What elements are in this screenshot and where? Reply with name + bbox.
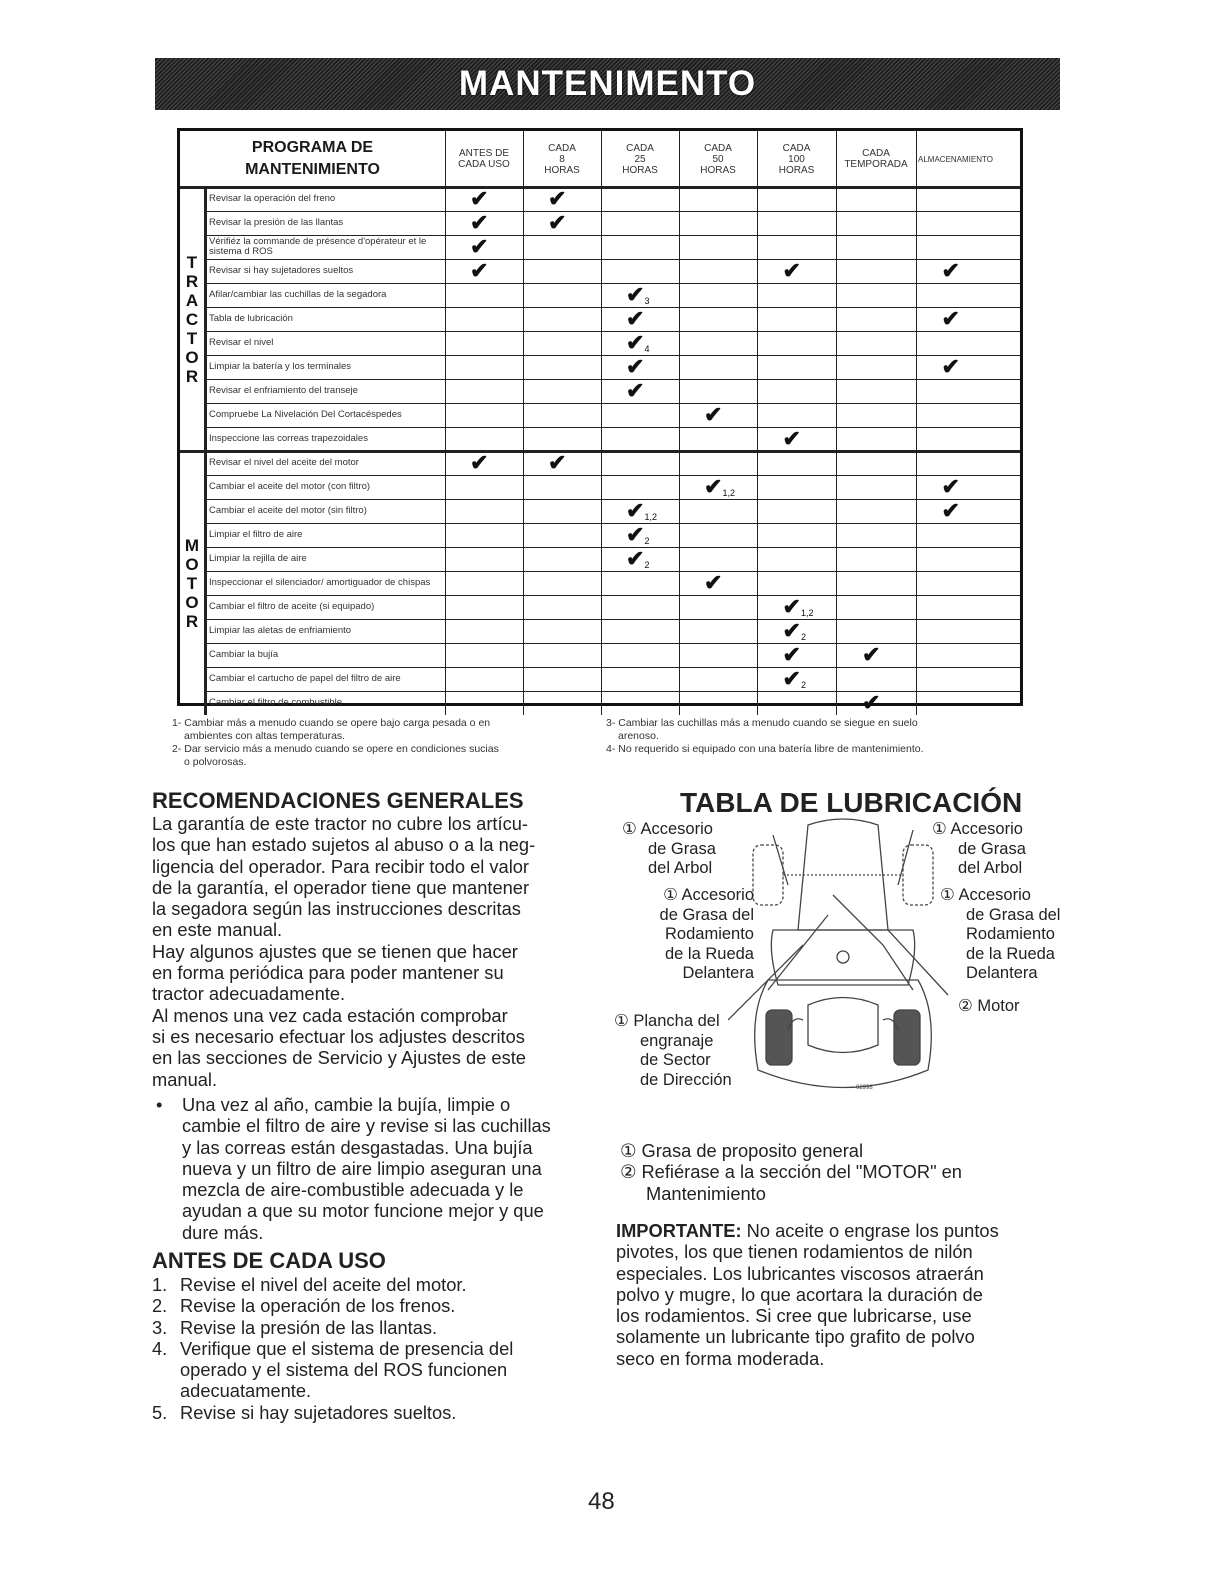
check-mark	[470, 236, 488, 258]
paragraph-line: de la garantía, el operador tiene que mantener	[152, 876, 530, 898]
check-glyph: ✔	[782, 618, 801, 643]
schedule-task-label: Afilar/cambiar las cuchillas de la segadora	[209, 288, 387, 300]
label-accesorio-rueda-right	[940, 886, 1080, 984]
antes-list	[152, 1274, 592, 1423]
lubricacion-heading: TABLA DE LUBRICACIÓN	[680, 787, 1023, 818]
footnote-line: 2- Dar servicio más a menudo cuando se opere en condiciones sucias	[172, 743, 499, 755]
diagram-label-line: ① Accesorio	[663, 886, 754, 904]
check-glyph: ✔	[941, 474, 960, 499]
check-mark	[942, 308, 960, 330]
important-note	[616, 1220, 1036, 1369]
list-item	[152, 1295, 592, 1316]
check-footnote: 3	[644, 296, 650, 306]
check-footnote: 2	[800, 680, 806, 690]
check-footnote: 1,2	[800, 608, 814, 618]
schedule-task-label: Cambiar el aceite del motor (con filtro)	[209, 480, 371, 492]
important-line: seco en forma moderada.	[616, 1347, 825, 1369]
check-mark	[704, 572, 722, 594]
column-header-line: CADA	[782, 142, 811, 154]
footnotes-left	[172, 717, 592, 769]
check-mark	[942, 356, 960, 378]
check-footnote: 1,2	[644, 512, 657, 522]
tractor-lubrication-diagram	[728, 815, 958, 1105]
schedule-task-label: Revisar el enfriamiento del transeje	[209, 384, 358, 396]
diagram-label-line: Rodamiento	[966, 925, 1055, 943]
schedule-task-label: Compruebe La Nivelación Del Cortacéspedes	[209, 408, 402, 420]
column-header-line: 50	[712, 153, 724, 165]
column-header-line: ANTES DE	[458, 148, 509, 159]
check-glyph: ✔	[548, 186, 567, 211]
paragraph-line: en forma periódica para poder mantener su	[152, 962, 504, 984]
footnote-line: ambientes con altas temperaturas.	[184, 730, 346, 742]
footnote-line: o polvorosas.	[184, 756, 247, 768]
list-text: Revise la presión de las llantas.	[180, 1316, 438, 1338]
table-rule	[601, 131, 602, 715]
check-mark	[783, 260, 801, 282]
list-text: Revise la operación de los frenos.	[180, 1295, 456, 1317]
important-line: los rodamientos. Si cree que lubricarse, use	[616, 1305, 972, 1327]
page-number: 48	[588, 1488, 615, 1515]
column-header-line: TEMPORADA	[844, 159, 908, 170]
check-glyph: ✔	[704, 570, 723, 595]
diagram-label-line: de Grasa	[958, 839, 1026, 858]
check-glyph: ✔	[470, 258, 489, 283]
list-text: operado y el sistema del ROS funcionen	[180, 1359, 508, 1381]
list-item	[152, 1359, 592, 1380]
schedule-task-label: Limpiar las aletas de enfriamiento	[209, 624, 352, 636]
list-text: adecuatamente.	[180, 1380, 312, 1402]
list-number: 3.	[152, 1316, 168, 1338]
important-text	[616, 1220, 1036, 1369]
list-number: 2.	[152, 1295, 168, 1317]
side-letter: O	[185, 592, 199, 612]
list-item	[152, 1317, 592, 1338]
schedule-task-label: Cambiar la bujía	[209, 648, 279, 660]
section-banner	[155, 58, 1060, 110]
check-mark	[548, 452, 566, 474]
bullet-spacer	[152, 1137, 182, 1158]
diagram-label-line: ① Accesorio	[622, 820, 713, 838]
column-header-line: CADA	[704, 142, 732, 154]
important-line: No aceite o engrase los puntos	[741, 1220, 999, 1241]
check-footnote: 2	[800, 632, 806, 642]
tractor-side-label	[180, 253, 204, 386]
diagram-label-line: de Dirección	[640, 1070, 732, 1089]
important-line: solamente un lubricante tipo grafito de polvo	[616, 1326, 975, 1348]
table-rule	[445, 131, 446, 715]
side-letter: O	[185, 554, 199, 574]
paragraph-line: en este manual.	[152, 919, 283, 941]
schedule-task-label: Revisar el nivel del aceite del motor	[209, 456, 359, 468]
schedule-column-header	[757, 131, 836, 187]
check-glyph: ✔	[941, 354, 960, 379]
schedule-task-label: Limpiar el filtro de aire	[209, 528, 303, 540]
motor-side-label	[180, 536, 204, 631]
schedule-task-label: Revisar la operación del freno	[209, 192, 336, 204]
check-mark	[470, 452, 488, 474]
check-mark	[783, 428, 801, 450]
legend-line: ① Grasa de proposito general	[620, 1140, 864, 1161]
side-letter: T	[186, 328, 198, 348]
check-mark	[942, 476, 960, 498]
schedule-column-header	[916, 131, 995, 187]
side-letter: A	[185, 290, 199, 310]
bullet-spacer	[152, 1222, 182, 1243]
lubrication-legend	[620, 1140, 1040, 1204]
check-glyph: ✔	[704, 474, 723, 499]
diagram-label-line: ① Accesorio	[940, 886, 1031, 904]
paragraph-line: tractor adecuadamente.	[152, 983, 346, 1005]
recomendaciones-heading: RECOMENDACIONES GENERALES	[152, 788, 524, 813]
bullet-spacer	[152, 1115, 182, 1136]
table-rule	[836, 131, 837, 715]
schedule-task-label: Revisar el nivel	[209, 336, 274, 348]
check-glyph: ✔	[782, 594, 801, 619]
list-text: Revise el nivel del aceite del motor.	[180, 1274, 467, 1295]
schedule-task-label: Vérifiéz la commande de présence d'opérateur et le sistema d ROS	[209, 235, 427, 257]
label-plancha-engranaje	[614, 1012, 754, 1090]
check-glyph: ✔	[862, 690, 881, 715]
check-mark	[548, 212, 566, 234]
check-glyph: ✔	[626, 498, 645, 523]
diagram-label-line: Delantera	[966, 964, 1038, 982]
check-mark	[862, 692, 880, 714]
recomendaciones-bullet	[152, 1094, 597, 1243]
legend-line: Mantenimiento	[646, 1182, 766, 1204]
bullet-spacer	[152, 1158, 182, 1179]
bullet-text: mezcla de aire-combustible adecuada y le	[182, 1179, 524, 1201]
column-header-line: 8	[559, 153, 565, 165]
column-header-line: HORAS	[622, 164, 658, 176]
side-letter: C	[185, 309, 199, 329]
column-header-line: HORAS	[700, 164, 736, 176]
check-glyph: ✔	[626, 354, 645, 379]
bullet-line	[152, 1115, 597, 1136]
recomendaciones-text	[152, 813, 597, 1090]
label-motor: ② Motor	[958, 997, 1020, 1015]
schedule-task-label: Cambiar el filtro de aceite (si equipado)	[209, 600, 375, 612]
schedule-task-label: Inspeccione las correas trapezoidales	[209, 432, 368, 444]
side-letter: T	[186, 252, 198, 272]
check-glyph: ✔	[626, 282, 645, 307]
side-letter: M	[184, 535, 200, 555]
important-line: pivotes, los que tienen rodamientos de nilón	[616, 1241, 973, 1263]
check-glyph: ✔	[704, 402, 723, 427]
diagram-label-line: de Sector	[640, 1051, 711, 1069]
list-text: Revise si hay sujetadores sueltos.	[180, 1401, 457, 1423]
check-glyph: ✔	[626, 522, 645, 547]
legend-line: ② Refiérase a la sección del "MOTOR" en	[620, 1161, 962, 1183]
column-header-line: CADA	[548, 142, 576, 154]
list-text: Verifique que el sistema de presencia del	[180, 1337, 514, 1359]
list-indent	[152, 1380, 180, 1401]
diagram-label-line: de la Rueda	[966, 944, 1055, 963]
column-header-line: CADA	[862, 148, 890, 159]
bullet-text: y las correas están desgastadas. Una bujía	[182, 1136, 533, 1158]
check-footnote: 1,2	[722, 488, 735, 498]
list-number: 4.	[152, 1337, 168, 1359]
bullet-spacer	[152, 1179, 182, 1200]
check-glyph: ✔	[941, 306, 960, 331]
check-footnote: 2	[644, 560, 650, 570]
svg-text:02998: 02998	[856, 1085, 873, 1091]
column-header-line: 100	[788, 153, 805, 165]
table-rule	[757, 131, 758, 715]
schedule-title-line2: MANTENIMIENTO	[245, 161, 380, 178]
schedule-title	[180, 131, 445, 187]
schedule-task-label: Limpiar la rejilla de aire	[209, 552, 307, 564]
check-glyph: ✔	[470, 450, 489, 475]
important-line: polvo y mugre, lo que acortara la duración de	[616, 1283, 983, 1305]
footnotes-right	[606, 717, 1026, 756]
diagram-label-line: de Grasa	[648, 839, 716, 858]
table-rule	[679, 131, 680, 715]
diagram-label-line: ① Plancha del	[614, 1012, 720, 1030]
schedule-column-header	[601, 131, 679, 187]
check-glyph: ✔	[862, 642, 881, 667]
check-mark	[470, 212, 488, 234]
paragraph-line: en las secciones de Servicio y Ajustes de este	[152, 1047, 526, 1069]
bullet-spacer	[152, 1200, 182, 1221]
diagram-label-line: ① Accesorio	[932, 820, 1023, 838]
check-mark	[942, 260, 960, 282]
list-number: 5.	[152, 1401, 168, 1423]
list-number: 1.	[152, 1274, 168, 1295]
bullet-text: dure más.	[182, 1221, 264, 1243]
schedule-task-label: Revisar si hay sujetadores sueltos	[209, 264, 354, 276]
table-rule	[523, 131, 524, 715]
column-header-line: ALMACENAMIENTO	[918, 154, 993, 164]
paragraph-line: Hay algunos ajustes que se tienen que hacer	[152, 940, 518, 962]
check-glyph: ✔	[626, 378, 645, 403]
column-header-line: HORAS	[778, 164, 815, 176]
bullet-line	[152, 1200, 597, 1221]
bullet-line	[152, 1179, 597, 1200]
side-letter: O	[185, 347, 199, 367]
check-glyph: ✔	[941, 258, 960, 283]
check-mark	[470, 188, 488, 210]
check-mark	[470, 260, 488, 282]
paragraph-line: Al menos una vez cada estación comprobar	[152, 1004, 508, 1026]
diagram-label-line: de Grasa del	[966, 905, 1061, 924]
paragraph-line: ligencia del operador. Para recibir todo el valor	[152, 855, 530, 877]
check-glyph: ✔	[470, 210, 489, 235]
bullet-line	[152, 1222, 597, 1243]
check-mark	[704, 404, 722, 426]
list-item	[152, 1402, 592, 1423]
check-glyph: ✔	[626, 546, 645, 571]
label-accesorio-arbol-right	[932, 820, 1072, 879]
check-glyph: ✔	[782, 258, 801, 283]
label-accesorio-arbol-left	[622, 820, 762, 879]
bullet-text: cambie el filtro de aire y revise si las cuchillas	[182, 1115, 551, 1137]
side-letter: T	[186, 573, 198, 593]
check-glyph: ✔	[470, 186, 489, 211]
paragraph-line: la segadora según las instrucciones descritas	[152, 898, 521, 920]
check-mark	[942, 500, 960, 522]
check-glyph: ✔	[782, 426, 801, 451]
diagram-label-line: Rodamiento	[665, 925, 754, 943]
important-line: especiales. Los lubricantes viscosos atraerán	[616, 1262, 984, 1284]
diagram-label-line: engranaje	[640, 1031, 714, 1050]
check-mark	[626, 308, 644, 330]
schedule-title-line1: PROGRAMA DE	[251, 139, 374, 156]
column-header-line: 25	[634, 153, 646, 165]
bullet-line	[152, 1137, 597, 1158]
diagram-label-line: del Arbol	[958, 859, 1023, 877]
paragraph-line: si es necesario efectuar los adjustes descritos	[152, 1025, 525, 1047]
check-mark	[626, 380, 644, 402]
check-mark	[862, 644, 880, 666]
table-rule	[916, 131, 917, 715]
label-accesorio-rueda-left	[614, 886, 754, 984]
important-label: IMPORTANTE:	[616, 1220, 742, 1241]
check-footnote: 4	[644, 344, 650, 354]
paragraph-line: los que han estado sujetos al abuso o a la neg-	[152, 834, 536, 856]
schedule-column-header	[445, 131, 523, 187]
banner-title: MANTENIMENTO	[458, 64, 757, 103]
diagram-label-line: Delantera	[682, 964, 754, 982]
schedule-task-label: Tabla de lubricación	[209, 312, 293, 324]
list-item	[152, 1380, 592, 1401]
list-indent	[152, 1359, 180, 1380]
diagram-label-line: de Grasa del	[659, 905, 754, 924]
footnote-line: 4- No requerido si equipado con una batería libre de mantenimiento.	[606, 743, 924, 755]
side-letter: R	[185, 611, 199, 631]
bullet-text: ayudan a que su motor funcione mejor y que	[182, 1200, 544, 1222]
check-glyph: ✔	[941, 498, 960, 523]
diagram-label-line: de la Rueda	[665, 944, 754, 963]
antes-heading: ANTES DE CADA USO	[152, 1248, 386, 1273]
schedule-task-label: Cambiar el filtro de combustible	[209, 696, 343, 708]
check-mark	[783, 644, 801, 666]
schedule-task-label: Cambiar el aceite del motor (sin filtro)	[209, 504, 367, 516]
check-mark	[548, 188, 566, 210]
maintenance-schedule-table	[177, 128, 1023, 715]
check-footnote: 2	[644, 536, 650, 546]
bullet-line	[152, 1158, 597, 1179]
side-letter: R	[185, 366, 199, 386]
column-header-line: CADA USO	[458, 159, 510, 170]
bullet-line	[152, 1094, 597, 1115]
footnote-line: arenoso.	[618, 730, 659, 742]
bullet-marker: •	[156, 1094, 163, 1115]
schedule-task-label: Limpiar la batería y los terminales	[209, 360, 352, 372]
schedule-column-header	[523, 131, 601, 187]
list-item	[152, 1274, 592, 1295]
list-item	[152, 1338, 592, 1359]
side-letter: R	[185, 271, 199, 291]
check-mark	[626, 356, 644, 378]
schedule-column-header	[679, 131, 757, 187]
schedule-task-label: Cambiar el cartucho de papel del filtro de aire	[209, 672, 401, 684]
schedule-column-header	[836, 131, 916, 187]
schedule-task-label: Inspeccionar el silenciador/ amortiguador de chispas	[209, 576, 431, 588]
diagram-label-line: del Arbol	[648, 859, 713, 877]
check-glyph: ✔	[548, 210, 567, 235]
check-glyph: ✔	[470, 234, 489, 259]
check-glyph: ✔	[626, 306, 645, 331]
check-glyph: ✔	[782, 666, 801, 691]
check-glyph: ✔	[548, 450, 567, 475]
column-header-line: CADA	[626, 142, 654, 154]
bullet-text: Una vez al año, cambie la bujía, limpie o	[182, 1094, 511, 1115]
check-glyph: ✔	[626, 330, 645, 355]
column-header-line: HORAS	[544, 164, 580, 176]
paragraph-line: manual.	[152, 1068, 218, 1090]
paragraph-line: La garantía de este tractor no cubre los artícu-	[152, 813, 528, 834]
footnote-line: 1- Cambiar más a menudo cuando se opere bajo carga pesada o en	[172, 717, 491, 729]
schedule-task-label: Revisar la presión de las llantas	[209, 216, 344, 228]
footnote-line: 3- Cambiar las cuchillas más a menudo cuando se siegue en suelo	[606, 717, 918, 729]
check-glyph: ✔	[782, 642, 801, 667]
bullet-text: nueva y un filtro de aire limpio aseguran una	[182, 1157, 542, 1179]
